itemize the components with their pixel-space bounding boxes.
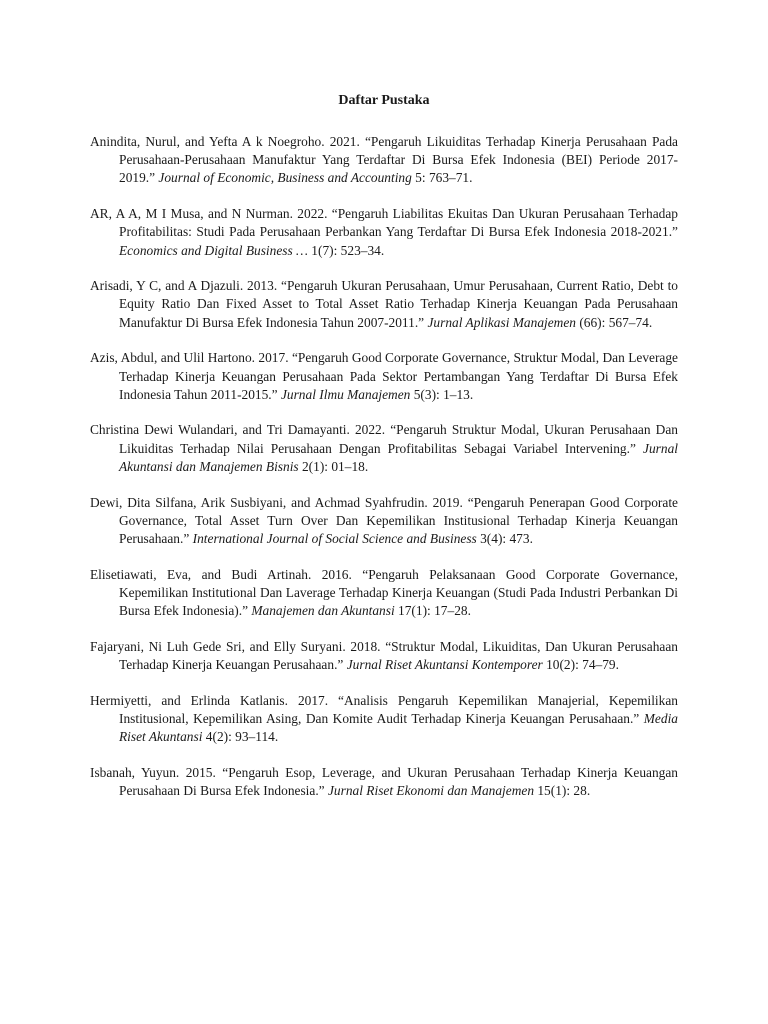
reference-journal: International Journal of Social Science and Business bbox=[192, 530, 477, 546]
reference-journal: Jurnal Riset Ekonomi dan Manajemen bbox=[327, 782, 535, 798]
page-title: Daftar Pustaka bbox=[338, 93, 430, 108]
reference-volume: 5: 763–71. bbox=[411, 170, 473, 186]
reference-journal: Economics and Digital Business … bbox=[119, 242, 308, 258]
reference-volume: (66): 567–74. bbox=[575, 314, 653, 330]
reference-journal: Media Riset Akuntansi bbox=[119, 710, 678, 745]
reference-volume: 1(7): 523–34. bbox=[307, 242, 385, 258]
reference-journal: Jurnal Akuntansi dan Manajemen Bisnis bbox=[119, 440, 678, 474]
reference-volume: 17(1): 17–28. bbox=[394, 603, 471, 619]
reference-journal: Journal of Economic, Business and Accounting bbox=[158, 170, 412, 186]
reference-text: AR, A A, M I Musa, and N Nurman. 2022. “Pengaruh Liabilitas Ekuitas Dan Ukuran Perusahaan Terhadap Profitabilitas: Studi Pada Perusahaan Perbankan Yang Terdaftar Di Bursa Efek Indonesia 2018-2021.” bbox=[90, 206, 678, 240]
reference-entry bbox=[90, 638, 678, 674]
reference-volume: 15(1): 28. bbox=[534, 782, 591, 798]
reference-text: Azis, Abdul, and Ulil Hartono. 2017. “Pengaruh Good Corporate Governance, Struktur Modal, Dan Leverage Terhadap Kinerja Keuangan Perusahaan Pada Sektor Pertambangan Yang Terdaftar Di Bursa Efek Indonesia Tahun 2011-2015.” bbox=[90, 350, 678, 402]
reference-entry bbox=[90, 692, 678, 747]
reference-text: Fajaryani, Ni Luh Gede Sri, and Elly Suryani. 2018. “Struktur Modal, Likuiditas, Dan Ukuran Perusahaan Terhadap Kinerja Keuangan Perusahaan.” bbox=[90, 638, 678, 672]
reference-text: Elisetiawati, Eva, and Budi Artinah. 2016. “Pengaruh Pelaksanaan Good Corporate Governance, Kepemilikan Institutional Dan Laverage Terhadap Kinerja Keuangan (Studi Pada Industri Perbankan Di Bursa Efek Indonesia).” bbox=[90, 566, 678, 619]
reference-text: Anindita, Nurul, and Yefta A k Noegroho. 2021. “Pengaruh Likuiditas Terhadap Kinerja Perusahaan Pada Perusahaan-Perusahaan Manufaktur Yang Terdaftar Di Bursa Efek Indonesia (BEI) Periode 2017-2019.” bbox=[90, 134, 678, 186]
document-page bbox=[90, 92, 678, 818]
reference-volume: 5(3): 1–13. bbox=[410, 386, 474, 402]
reference-journal: Jurnal Aplikasi Manajemen bbox=[427, 314, 576, 330]
reference-text: Hermiyetti, and Erlinda Katlanis. 2017. “Analisis Pengaruh Kepemilikan Manajerial, Kepemilikan Institusional, Kepemilikan Asing, Dan Komite Audit Terhadap Kinerja Keuangan Perusahaan.” bbox=[90, 692, 678, 726]
reference-journal: Manajemen dan Akuntansi bbox=[251, 603, 395, 619]
reference-entry bbox=[90, 494, 678, 549]
reference-text: Isbanah, Yuyun. 2015. “Pengaruh Esop, Leverage, and Ukuran Perusahaan Terhadap Kinerja Keuangan Perusahaan Di Bursa Efek Indonesia.” bbox=[90, 764, 678, 798]
reference-entry bbox=[90, 205, 678, 260]
reference-volume: 3(4): 473. bbox=[476, 530, 533, 546]
reference-entry bbox=[90, 566, 678, 621]
reference-volume: 4(2): 93–114. bbox=[202, 729, 279, 745]
reference-text: Dewi, Dita Silfana, Arik Susbiyani, and Achmad Syahfrudin. 2019. “Pengaruh Penerapan Good Corporate Governance, Total Asset Turn Over Dan Kepemilikan Institusional Terhadap Kinerja Keuangan Perusahaan.” bbox=[90, 494, 678, 546]
reference-entry bbox=[90, 421, 678, 476]
reference-journal: Jurnal Ilmu Manajemen bbox=[280, 386, 411, 402]
reference-entry bbox=[90, 349, 678, 404]
reference-entry bbox=[90, 764, 678, 800]
reference-text: Arisadi, Y C, and A Djazuli. 2013. “Pengaruh Ukuran Perusahaan, Umur Perusahaan, Current Ratio, Debt to Equity Ratio Dan Fixed Asset to Total Asset Ratio Terhadap Kinerja Keuangan Pada Perusahaan Manufaktur Di Bursa Efek Indonesia Tahun 2007-2011.” bbox=[90, 278, 678, 330]
reference-list bbox=[90, 133, 678, 800]
reference-entry bbox=[90, 133, 678, 188]
reference-entry bbox=[90, 277, 678, 332]
reference-text: Christina Dewi Wulandari, and Tri Damayanti. 2022. “Pengaruh Struktur Modal, Ukuran Perusahaan Dan Likuiditas Terhadap Nilai Perusahaan Dengan Profitabilitas Sebagai Variabel Intervening.” bbox=[90, 422, 678, 456]
reference-volume: 10(2): 74–79. bbox=[542, 656, 619, 672]
reference-volume: 2(1): 01–18. bbox=[298, 458, 369, 474]
reference-journal: Jurnal Riset Akuntansi Kontemporer bbox=[346, 656, 543, 672]
